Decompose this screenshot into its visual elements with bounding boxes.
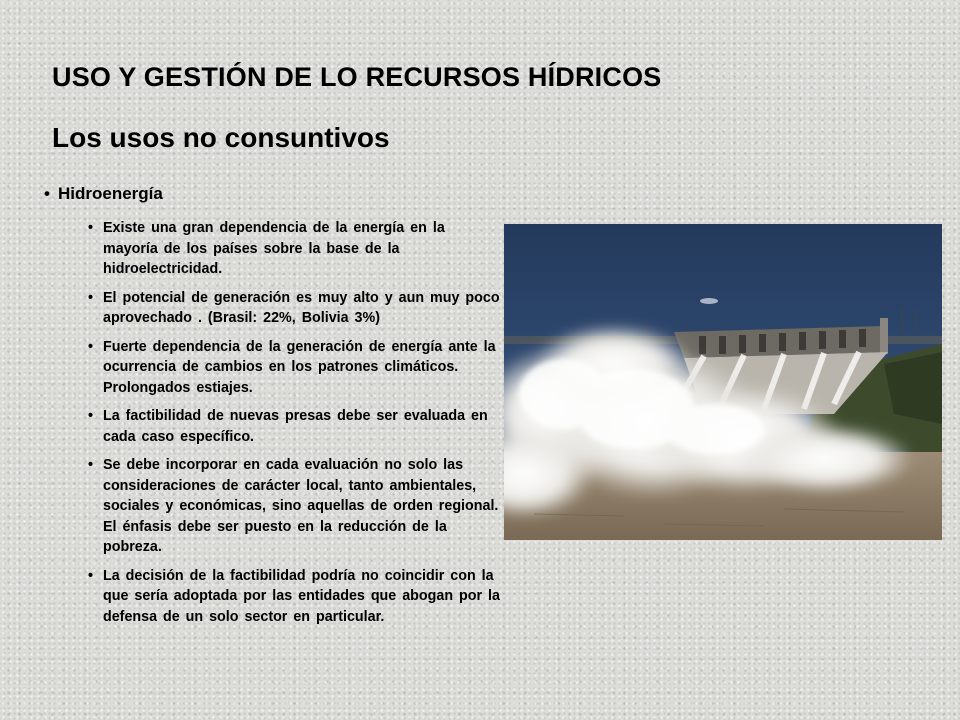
list-item bbox=[88, 288, 502, 329]
slide-title: USO Y GESTIÓN DE LO RECURSOS HÍDRICOS bbox=[52, 62, 662, 92]
list-item-text: Se debe incorporar en cada evaluación no solo las consideraciones de carácter local, tanto ambientales, sociales y económicas, sino aquellas de orden regional. El énfasis debe ser puesto en la reducción de la pobreza. bbox=[103, 457, 499, 555]
list-item bbox=[88, 337, 502, 399]
list-item bbox=[88, 218, 502, 280]
bullet-icon: • bbox=[88, 567, 94, 584]
bullet-icon: • bbox=[44, 184, 50, 203]
hydroelectric-dam-photo bbox=[504, 224, 942, 540]
bullet-icon: • bbox=[88, 338, 94, 355]
bullet-icon: • bbox=[88, 220, 94, 236]
slide-subtitle: Los usos no consuntivos bbox=[52, 122, 390, 153]
list-item-text: La decisión de la factibilidad podría no coincidir con la que sería adoptada por las entidades que abogan por la defensa de un solo sector en particular. bbox=[103, 567, 500, 625]
list-item bbox=[88, 406, 502, 447]
section-heading-label: Hidroenergía bbox=[58, 184, 163, 203]
list-item bbox=[88, 455, 502, 558]
list-item bbox=[88, 566, 502, 628]
section-heading bbox=[44, 184, 163, 204]
list-item-text: La factibilidad de nuevas presas debe ser evaluada en cada caso específico. bbox=[103, 408, 488, 445]
bullet-list bbox=[88, 218, 502, 635]
bullet-icon: • bbox=[88, 408, 94, 424]
list-item-text: Existe una gran dependencia de la energía en la mayoría de los países sobre la base de la hidroelectricidad. bbox=[103, 220, 445, 277]
bullet-icon: • bbox=[88, 457, 94, 473]
list-item-text: El potencial de generación es muy alto y aun muy poco aprovechado . (Brasil: 22%, Bolivia 3%) bbox=[103, 289, 500, 326]
bullet-icon: • bbox=[88, 289, 94, 306]
list-item-text: Fuerte dependencia de la generación de energía ante la ocurrencia de cambios en los patrones climáticos. Prolongados estiajes. bbox=[103, 338, 496, 396]
